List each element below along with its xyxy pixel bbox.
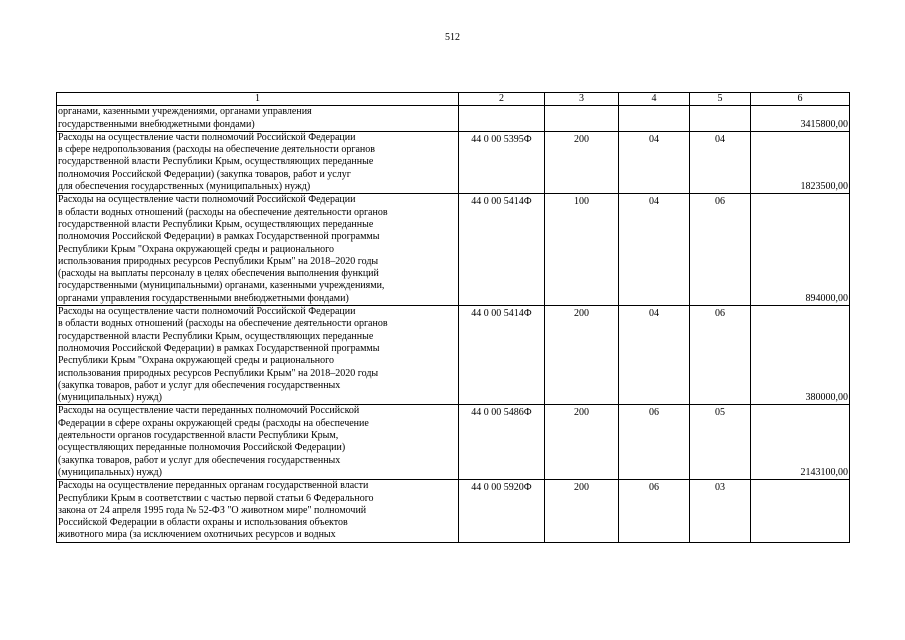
- amount-value: 2143100,00: [751, 405, 850, 480]
- subsection-code: [690, 106, 751, 132]
- target-article-code: 44 0 00 5395Ф: [459, 131, 545, 193]
- subsection-code: 06: [690, 194, 751, 306]
- expense-type-code: 200: [545, 480, 619, 542]
- subsection-code: 04: [690, 131, 751, 193]
- amount-value: [751, 480, 850, 542]
- expense-type-code: [545, 106, 619, 132]
- column-header: 6: [751, 93, 850, 106]
- row-description: Расходы на осуществление переданных органам государственной власти Республики Крым в соответствии с частью первой статьи 6 Федерального закона от 24 апреля 1995 года № 52-ФЗ "О животном мире" полномочий Российской Федерации в области охраны и использования объектов животного мира (за исключением охотничьих ресурсов и водных: [57, 480, 459, 542]
- amount-value: 380000,00: [751, 306, 850, 405]
- target-article-code: 44 0 00 5414Ф: [459, 306, 545, 405]
- section-code: 04: [619, 306, 690, 405]
- expense-type-code: 200: [545, 131, 619, 193]
- target-article-code: 44 0 00 5414Ф: [459, 194, 545, 306]
- row-description: Расходы на осуществление части полномочий Российской Федерации в области водных отношений (расходы на обеспечение деятельности органов государственной власти Республики Крым, осуществляющих переданные полномочия Российской Федерации) в рамках Государственной программы Республики Крым "Охрана окружающей среды и рационального использования природных ресурсов Республики Крым" на 2018–2020 годы (расходы на выплаты персоналу в целях обеспечения выполнения функций государственными (муниципальными) органами, казенными учреждениями, органами управления государственными внебюджетными фондами): [57, 194, 459, 306]
- section-code: 06: [619, 480, 690, 542]
- column-header: 3: [545, 93, 619, 106]
- table-row: [57, 106, 850, 132]
- amount-value: 894000,00: [751, 194, 850, 306]
- row-description: Расходы на осуществление части полномочий Российской Федерации в области водных отношений (расходы на обеспечение деятельности органов государственной власти Республики Крым, осуществляющих переданные полномочия Российской Федерации) в рамках Государственной программы Республики Крым "Охрана окружающей среды и рационального использования природных ресурсов Республики Крым" на 2018–2020 годы (закупка товаров, работ и услуг для обеспечения государственных (муниципальных) нужд): [57, 306, 459, 405]
- column-header: 2: [459, 93, 545, 106]
- section-code: [619, 106, 690, 132]
- column-header: 4: [619, 93, 690, 106]
- subsection-code: 05: [690, 405, 751, 480]
- section-code: 04: [619, 131, 690, 193]
- expense-type-code: 200: [545, 405, 619, 480]
- row-description: Расходы на осуществление части переданных полномочий Российской Федерации в сфере охраны окружающей среды (расходы на обеспечение деятельности органов государственной власти Республики Крым, осуществляющих переданные полномочия Российской Федерации) (закупка товаров, работ и услуг для обеспечения государственных (муниципальных) нужд): [57, 405, 459, 480]
- subsection-code: 03: [690, 480, 751, 542]
- page-number: 512: [445, 32, 460, 43]
- table-row: [57, 306, 850, 405]
- expense-type-code: 200: [545, 306, 619, 405]
- section-code: 06: [619, 405, 690, 480]
- table-row: [57, 194, 850, 306]
- row-description: органами, казенными учреждениями, органами управления государственными внебюджетными фондами): [57, 106, 459, 132]
- target-article-code: 44 0 00 5920Ф: [459, 480, 545, 542]
- column-header: 5: [690, 93, 751, 106]
- table-row: [57, 405, 850, 480]
- budget-table: [56, 92, 850, 543]
- table-row: [57, 480, 850, 542]
- column-header: 1: [57, 93, 459, 106]
- section-code: 04: [619, 194, 690, 306]
- target-article-code: [459, 106, 545, 132]
- row-description: Расходы на осуществление части полномочий Российской Федерации в сфере недропользования (расходы на обеспечение деятельности органов государственной власти Республики Крым, осуществляющих переданные полномочия Российской Федерации) (закупка товаров, работ и услуг для обеспечения государственных (муниципальных) нужд): [57, 131, 459, 193]
- table-header-row: [57, 93, 850, 106]
- expense-type-code: 100: [545, 194, 619, 306]
- amount-value: 3415800,00: [751, 106, 850, 132]
- target-article-code: 44 0 00 5486Ф: [459, 405, 545, 480]
- table-row: [57, 131, 850, 193]
- subsection-code: 06: [690, 306, 751, 405]
- amount-value: 1823500,00: [751, 131, 850, 193]
